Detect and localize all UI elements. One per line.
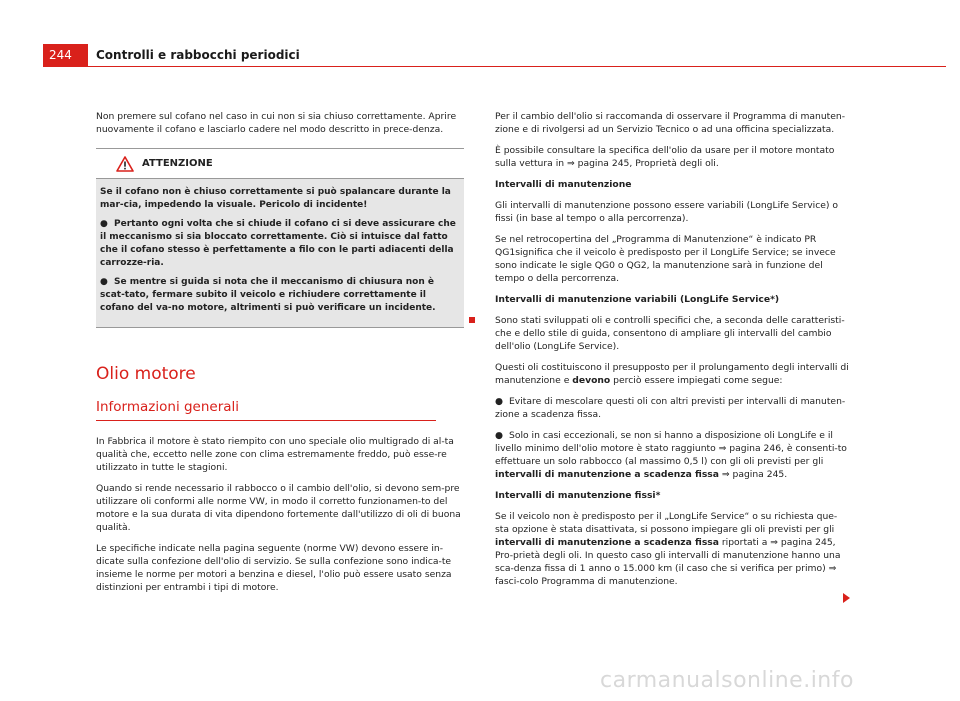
text-run: riportati a ⇒ pagina 245, Pro-prietà degli oli. In questo caso gli intervalli di manutenzione hanno una sca-denza fissa di 1 anno o 15.000 km (il caso che si verifica per primo) ⇒ fasci-colo Programma di manutenzione.	[495, 537, 841, 587]
body-paragraph: Sono stati sviluppati oli e controlli specifici che, a seconda delle caratteristi-che e dello stile di guida, consentono di ampliare gli intervalli del cambio dell'olio (LongLife Service).	[495, 315, 845, 352]
warning-bullet	[100, 276, 460, 315]
continue-arrow-icon	[843, 593, 850, 603]
bullet-item	[495, 429, 851, 481]
bullet-text: Solo in casi eccezionali, se non si hanno a disposizione oli LongLife e il livello minimo dell'olio motore è stato raggiunto ⇒ pagina 246, è consenti-to effettuare un solo rabbocco (al massimo 0,5 l) con gli oli previsti per gli	[495, 430, 847, 467]
warning-header	[96, 149, 464, 179]
warning-title: ATTENZIONE	[142, 158, 213, 169]
intro-paragraph: Non premere sul cofano nel caso in cui non si sia chiuso correttamente. Aprire nuovamente il cofano e lasciarlo cadere nel modo descritto in prece-denza.	[96, 111, 457, 135]
body-paragraph: È possibile consultare la specifica dell'olio da usare per il motore montato sulla vettura in ⇒ pagina 245, Proprietà degli oli.	[495, 145, 835, 169]
body-paragraph	[495, 361, 851, 387]
page-number: 244	[43, 44, 88, 66]
text-run: Se il veicolo non è predisposto per il „LongLife Service“ o su richiesta que-sta opzione è stata disattivata, si possono impiegare gli oli previsti per gli	[495, 511, 838, 535]
body-paragraph	[495, 510, 851, 588]
bullet-icon: ●	[100, 219, 108, 229]
text-run: ⇒ pagina 245.	[718, 469, 788, 480]
text-run: perciò essere impiegati come segue:	[610, 375, 783, 386]
page-title: Controlli e rabbocchi periodici	[96, 48, 300, 62]
bullet-text: Evitare di mescolare questi oli con altri previsti per intervalli di manuten-zione a scadenza fissa.	[495, 396, 846, 420]
body-paragraph: In Fabbrica il motore è stato riempito con uno speciale olio multigrado di al-ta qualità che, eccetto nelle zone con clima estremamente freddo, può esse-re utilizzato in tutte le stagioni.	[96, 436, 454, 473]
bullet-icon: ●	[495, 430, 504, 441]
body-paragraph: Se nel retrocopertina del „Programma di Manutenzione“ è indicato PR QG1significa che il veicolo è predisposto per il LongLife Service; se invece sono indicate le sigle QG0 o QG2, la manutenzione sarà in funzione del tempo o della percorrenza.	[495, 234, 836, 284]
body-paragraph: Per il cambio dell'olio si raccomanda di osservare il Programma di manuten-zione e di rivolgersi ad un Servizio Tecnico o ad una officina specializzata.	[495, 111, 846, 135]
right-column	[495, 110, 851, 596]
warning-bullet-text: Se mentre si guida si nota che il meccanismo di chiusura non è scat-tato, fermare subito il veicolo e richiudere correttamente il cofano del va-no motore, altrimenti si può verificare un incidente.	[100, 277, 436, 313]
text-run-bold: intervalli di manutenzione a scadenza fissa	[495, 537, 719, 548]
warning-bullet	[100, 218, 460, 270]
bullet-icon: ●	[495, 396, 504, 407]
warning-bullet-text: Pertanto ogni volta che si chiude il cofano ci si deve assicurare che il meccanismo si sia bloccato correttamente. Ciò si intuisce dal fatto che il cofano stesso è perfettamente a filo con le parti adiacenti della carrozze-ria.	[100, 219, 456, 268]
bullet-item	[495, 395, 851, 421]
body-paragraph: Quando si rende necessario il rabbocco o il cambio dell'olio, si devono sem-pre utilizzare oli conformi alle norme VW, in modo il corretto funzionamen-to del motore e la sua durata di vita dipendono fortemente dall'utilizzo di oli di buona qualità.	[96, 483, 461, 533]
text-run-bold: devono	[572, 375, 611, 386]
left-column	[96, 110, 462, 602]
subheading: Intervalli di manutenzione	[495, 179, 632, 190]
bullet-icon: ●	[100, 277, 108, 287]
warning-body	[96, 179, 464, 327]
subheading: Intervalli di manutenzione fissi*	[495, 490, 661, 501]
warning-text: Se il cofano non è chiuso correttamente si può spalancare durante la mar-cia, impedendo la visuale. Pericolo di incidente!	[100, 187, 451, 210]
subheading: Intervalli di manutenzione variabili (LongLife Service*)	[495, 294, 780, 305]
section-end-icon	[469, 317, 475, 323]
body-paragraph: Gli intervalli di manutenzione possono essere variabili (LongLife Service) o fissi (in base al tempo o alla percorrenza).	[495, 200, 839, 224]
warning-box	[96, 148, 464, 328]
text-run: Questi oli costituiscono il presupposto per il prolungamento degli intervalli di manutenzione e	[495, 362, 849, 386]
header-rule	[43, 66, 946, 67]
section-heading: Olio motore	[96, 364, 196, 384]
body-paragraph: Le specifiche indicate nella pagina seguente (norme VW) devono essere in-dicate sulla confezione dell'olio di servizio. Se sulla confezione sono indica-te insieme le norme per motori a benzina e diesel, l'olio può essere usato senza distinzioni per entrambi i tipi di motore.	[96, 543, 452, 593]
watermark: carmanualsonline.info	[600, 668, 854, 693]
subsection-heading: Informazioni generali	[96, 397, 436, 421]
warning-triangle-icon	[116, 156, 134, 172]
text-run-bold: intervalli di manutenzione a scadenza fissa	[495, 469, 719, 480]
